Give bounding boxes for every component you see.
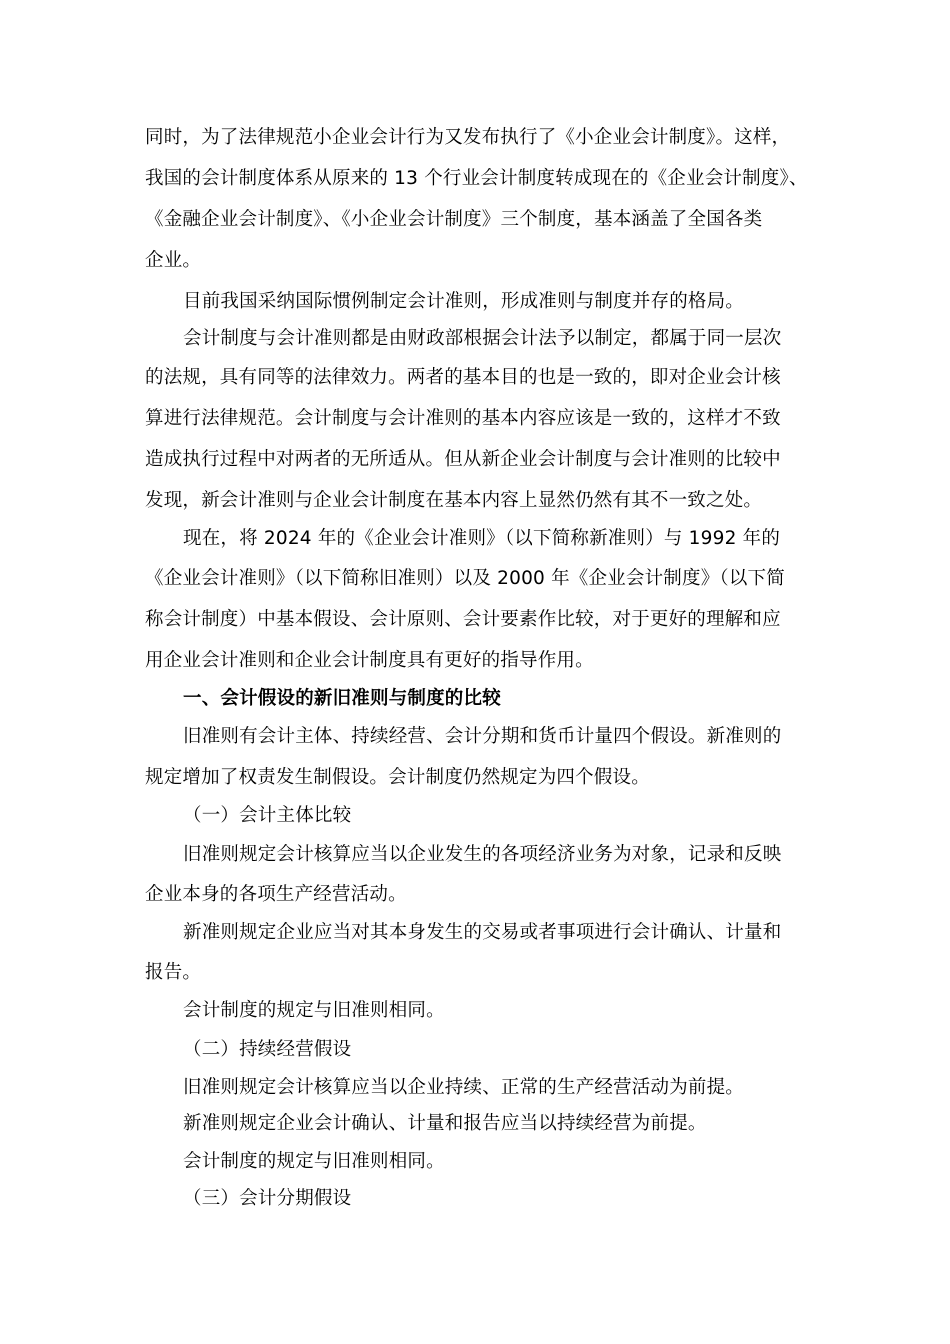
paragraph-line: 旧准则有会计主体、持续经营、会计分期和货币计量四个假设。新准则的	[183, 726, 782, 747]
paragraph-line: 企业本身的各项生产经营活动。	[145, 884, 407, 905]
paragraph-line: 称会计制度）中基本假设、会计原则、会计要素作比较，对于更好的理解和应	[145, 609, 781, 630]
paragraph-line: 的法规，具有同等的法律效力。两者的基本目的也是一致的，即对企业会计核	[145, 367, 781, 388]
paragraph-line: 会计制度的规定与旧准则相同。	[183, 1151, 445, 1172]
paragraph-line: 会计制度与会计准则都是由财政部根据会计法予以制定，都属于同一层次	[183, 328, 782, 349]
paragraph-line: 我国的会计制度体系从原来的 13 个行业会计制度转成现在的《企业会计制度》、	[145, 168, 808, 189]
paragraph-line: 算进行法律规范。会计制度与会计准则的基本内容应该是一致的，这样才不致	[145, 408, 781, 429]
paragraph-line: 用企业会计准则和企业会计制度具有更好的指导作用。	[145, 650, 594, 671]
paragraph-line: 报告。	[145, 962, 202, 983]
paragraph-line: 规定增加了权责发生制假设。会计制度仍然规定为四个假设。	[145, 767, 650, 788]
section-heading: 一、会计假设的新旧准则与制度的比较	[183, 688, 501, 709]
subsection-heading: （一）会计主体比较	[183, 805, 352, 826]
paragraph-line: 《金融企业会计制度》、《小企业会计制度》三个制度，基本涵盖了全国各类	[145, 209, 763, 230]
paragraph-line: 新准则规定企业应当对其本身发生的交易或者事项进行会计确认、计量和	[183, 922, 782, 943]
paragraph-line: 旧准则规定会计核算应当以企业持续、正常的生产经营活动为前提。	[183, 1077, 745, 1098]
paragraph-line: 《企业会计准则》（以下简称旧准则）以及 2000 年《企业会计制度》（以下简	[145, 568, 785, 589]
subsection-heading: （二）持续经营假设	[183, 1039, 352, 1060]
subsection-heading: （三）会计分期假设	[183, 1188, 352, 1209]
paragraph-line: 同时，为了法律规范小企业会计行为又发布执行了《小企业会计制度》。这样，	[145, 127, 791, 148]
paragraph-line: 会计制度的规定与旧准则相同。	[183, 1000, 445, 1021]
paragraph-line: 造成执行过程中对两者的无所适从。但从新企业会计制度与会计准则的比较中	[145, 449, 781, 470]
paragraph-line: 现在，将 2024 年的《企业会计准则》（以下简称新准则）与 1992 年的	[183, 528, 781, 549]
paragraph-line: 企业。	[145, 250, 202, 271]
paragraph-line: 旧准则规定会计核算应当以企业发生的各项经济业务为对象，记录和反映	[183, 844, 782, 865]
paragraph-line: 新准则规定企业会计确认、计量和报告应当以持续经营为前提。	[183, 1113, 707, 1134]
paragraph-line: 发现，新会计准则与企业会计制度在基本内容上显然仍然有其不一致之处。	[145, 490, 763, 511]
paragraph-line: 目前我国采纳国际惯例制定会计准则，形成准则与制度并存的格局。	[183, 291, 745, 312]
